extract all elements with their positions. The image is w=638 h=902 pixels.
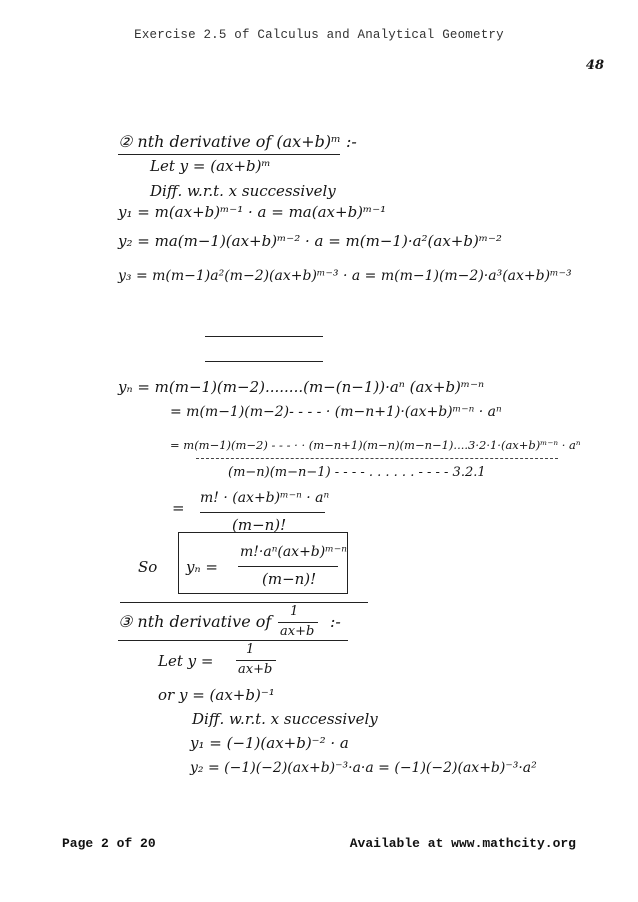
s3-line-y2: y₂ = (−1)(−2)(ax+b)⁻³·a·a = (−1)(−2)(ax+b)⁻³·a² [190,760,537,776]
s2-line-y2: y₂ = ma(m−1)(ax+b)ᵐ⁻² · a = m(m−1)·a²(ax+b)ᵐ⁻² [118,232,502,250]
page-header: Exercise 2.5 of Calculus and Analytical Geometry [134,28,504,42]
heading-underline [118,640,348,641]
s3-line-let: Let y = [158,652,214,670]
heading-tail: :- [330,612,341,631]
heading-underline [118,154,340,155]
s3-let-denominator: ax+b [238,662,273,677]
s2-line-y3: y₃ = m(m−1)a²(m−2)(ax+b)ᵐ⁻³ · a = m(m−1)(m−2)·a³(ax+b)ᵐ⁻³ [118,268,572,284]
section-divider [120,602,368,603]
fraction-bar [196,458,558,459]
page-mark: 48 [585,58,604,73]
separator-line [205,336,323,337]
s2-line-yn-4-den: (m−n)! [232,516,287,534]
s2-line-yn-3-num: = m(m−1)(m−2) - - - · · (m−n+1)(m−n)(m−n−1)....3·2·1·(ax+b)ᵐ⁻ⁿ · aⁿ [170,438,581,452]
result-numerator: m!·aⁿ(ax+b)ᵐ⁻ⁿ [240,544,347,560]
heading-denominator: ax+b [280,624,315,639]
section2-heading: ② nth derivative of (ax+b)ᵐ :- [118,132,357,151]
fraction-bar [238,566,338,567]
result-label: So [138,558,158,576]
section3-heading: ③ nth derivative of [118,612,272,631]
fraction-bar [236,660,276,661]
fraction-bar [200,512,325,513]
fraction-bar [278,622,318,623]
footer-source: Available at www.mathcity.org [349,836,576,851]
s3-line-y1: y₁ = (−1)(ax+b)⁻² · a [190,734,349,752]
heading-numerator: 1 [290,604,299,619]
s2-line-diff: Diff. w.r.t. x successively [150,182,336,200]
s3-line-or: or y = (ax+b)⁻¹ [158,686,275,704]
s2-line-y1: y₁ = m(ax+b)ᵐ⁻¹ · a = ma(ax+b)ᵐ⁻¹ [118,203,387,221]
s2-line-yn-4-num: m! · (ax+b)ᵐ⁻ⁿ · aⁿ [200,490,330,506]
s2-line-yn: yₙ = m(m−1)(m−2)........(m−(n−1))·aⁿ (ax+b)ᵐ⁻ⁿ [118,378,485,396]
s3-let-numerator: 1 [246,642,255,657]
equals-sign: = [172,499,185,517]
result-denominator: (m−n)! [262,570,317,588]
s2-line-yn-3-den: (m−n)(m−n−1) - - - - . . . . . . - - - - 3.2.1 [228,465,486,480]
footer-page-number: Page 2 of 20 [62,836,156,851]
s2-line-let: Let y = (ax+b)ᵐ [150,157,271,175]
result-lhs: yₙ = [186,558,218,576]
separator-line [205,361,323,362]
s2-line-yn-2: = m(m−1)(m−2)- - - - · (m−n+1)·(ax+b)ᵐ⁻ⁿ · aⁿ [170,404,502,420]
s3-line-diff: Diff. w.r.t. x successively [192,710,378,728]
